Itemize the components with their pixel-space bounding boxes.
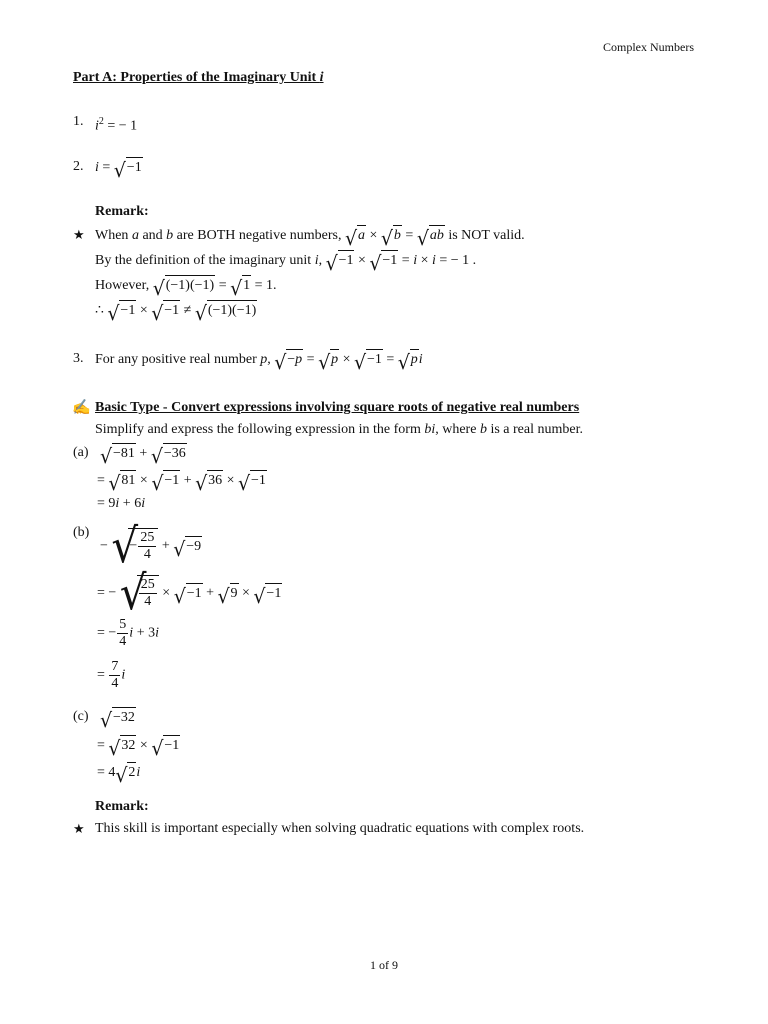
- remark-1-label: Remark:: [95, 204, 149, 219]
- property-1-number: 1.: [73, 114, 84, 129]
- pencil-icon: ✍: [72, 400, 91, 416]
- part-title-text: Part A: Properties of the Imaginary Unit: [73, 70, 320, 85]
- remark-2-text: This skill is important especially when solving quadratic equations with complex roots.: [95, 821, 585, 836]
- part-b-label: (b): [73, 525, 90, 540]
- basic-type-title: Basic Type - Convert expressions involving square roots of negative real numbers: [95, 400, 580, 415]
- property-1-formula: $i^2$ = − 1: [95, 116, 138, 134]
- remark-2-label: Remark:: [95, 799, 149, 814]
- part-c-label: (c): [73, 709, 89, 724]
- property-3-number: 3.: [73, 351, 84, 366]
- property-2-number: 2.: [73, 159, 84, 174]
- page-number: 1 of 9: [370, 958, 398, 972]
- star-bullet-icon: ★: [73, 227, 85, 242]
- star-bullet-icon: ★: [73, 821, 85, 836]
- property-2-formula: i = √ −1: [95, 157, 143, 178]
- part-title-i: i: [319, 70, 324, 85]
- running-header: Complex Numbers: [603, 40, 694, 54]
- therefore-symbol: ∴: [95, 303, 104, 318]
- part-title: [73, 68, 324, 88]
- part-a-label: (a): [73, 445, 89, 460]
